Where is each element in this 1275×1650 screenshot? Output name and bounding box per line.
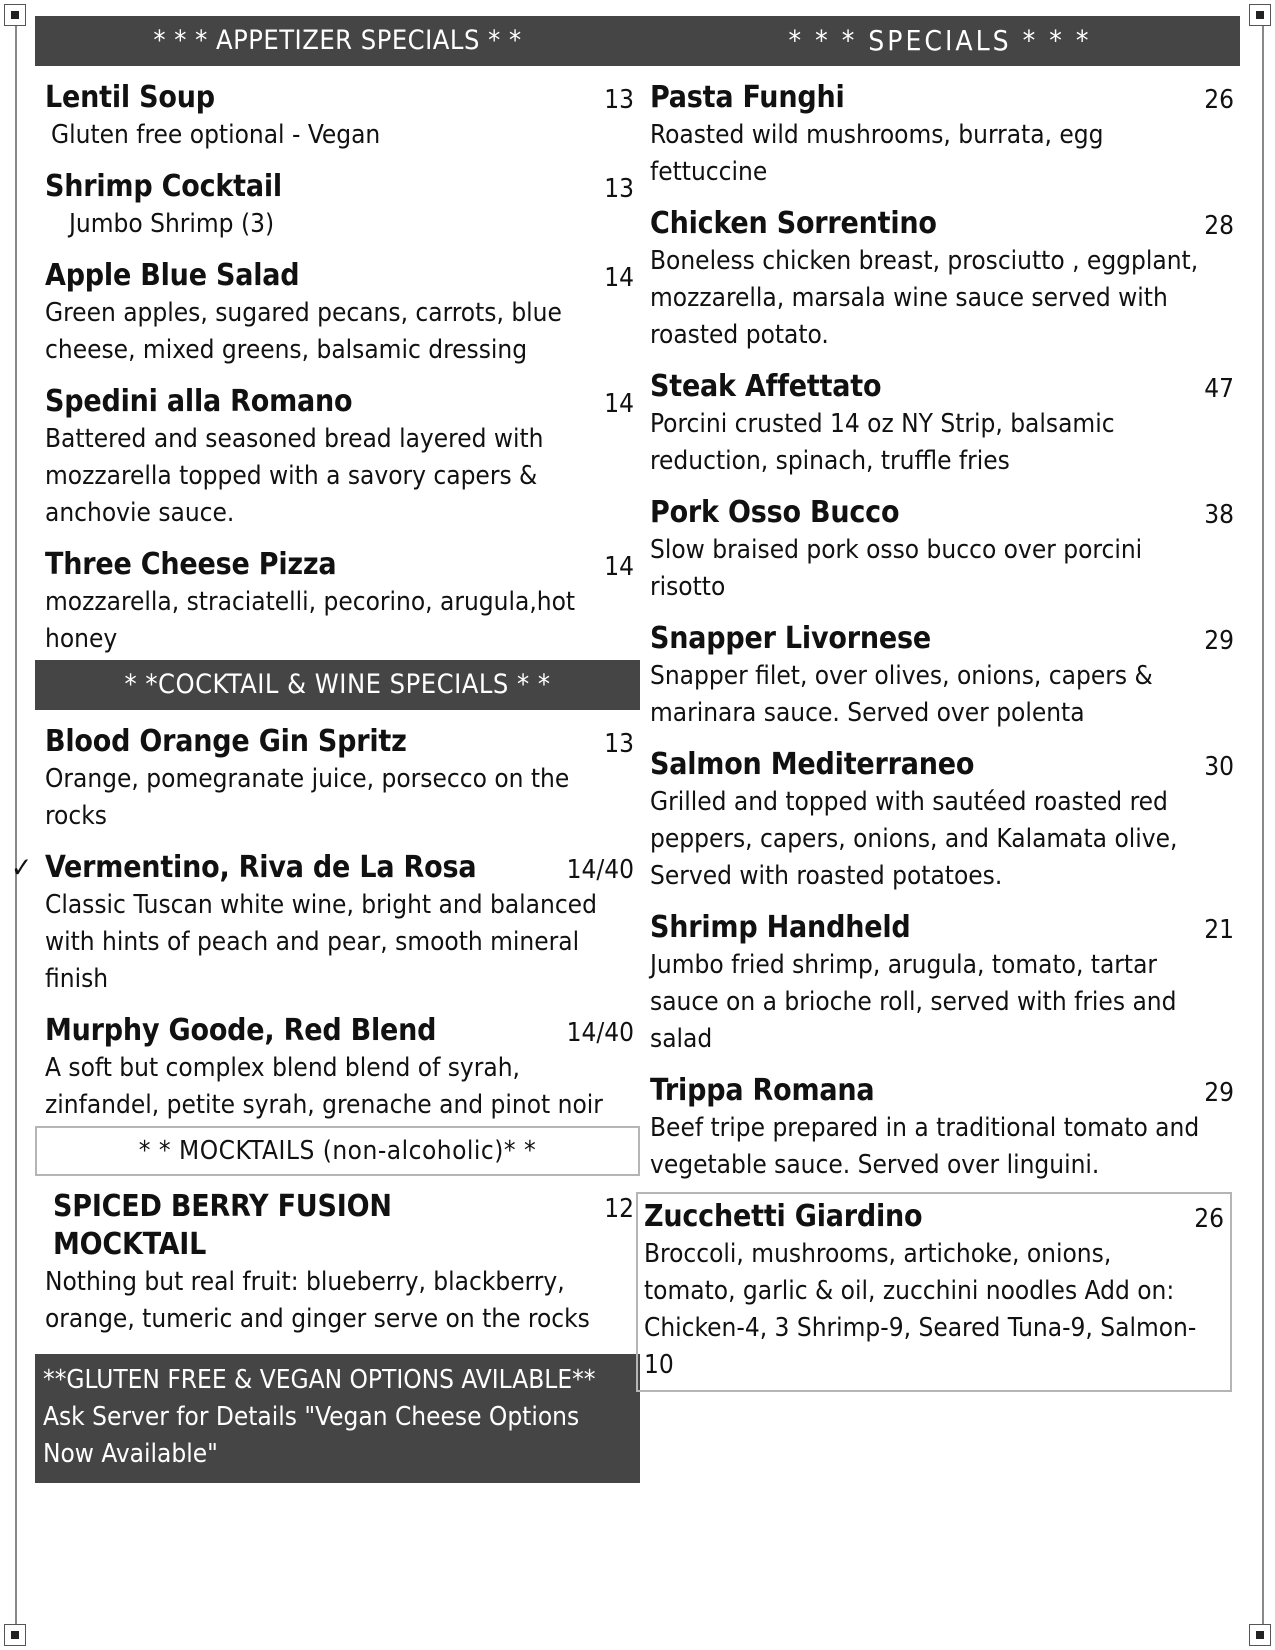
item-price: 29	[1204, 626, 1234, 656]
item-name: Vermentino, Riva de La Rosa	[45, 850, 477, 885]
menu-item	[640, 620, 1240, 732]
item-description: Porcini crusted 14 oz NY Strip, balsamic reduction, spinach, truffle fries	[650, 409, 1115, 476]
menu-item	[11, 849, 640, 998]
item-name: Murphy Goode, Red Blend	[45, 1013, 437, 1048]
menu-item	[35, 383, 640, 532]
item-name: Zucchetti Giardino	[644, 1199, 923, 1234]
dietary-options-notice	[35, 1354, 640, 1483]
item-price: 29	[1204, 1078, 1234, 1108]
item-description: Nothing but real fruit: blueberry, blackberry, orange, tumeric and ginger serve on the rocks	[45, 1267, 590, 1334]
item-name: Three Cheese Pizza	[45, 547, 337, 582]
item-price: 26	[1194, 1204, 1224, 1234]
item-name: Apple Blue Salad	[45, 258, 300, 293]
corner-handle-top-right[interactable]	[1249, 4, 1271, 26]
item-name: Pasta Funghi	[650, 80, 845, 115]
item-description: Slow braised pork osso bucco over porcini risotto	[650, 535, 1143, 602]
menu-item	[35, 168, 640, 243]
menu-item	[640, 494, 1240, 606]
item-name: Snapper Livornese	[650, 621, 931, 656]
menu-item	[35, 723, 640, 835]
item-price: 12	[604, 1194, 634, 1224]
item-description: Snapper filet, over olives, onions, capers & marinara sauce. Served over polenta	[650, 661, 1153, 728]
menu-item	[35, 1012, 640, 1124]
item-description: Battered and seasoned bread layered with mozzarella topped with a savory capers & anchovie sauce.	[45, 424, 544, 528]
item-description: Boneless chicken breast, prosciutto , eggplant, mozzarella, marsala wine sauce served with roasted potato.	[650, 246, 1199, 350]
appetizer-specials-header: * * * APPETIZER SPECIALS * *	[35, 16, 640, 66]
checkmark-icon: ✓	[11, 851, 33, 884]
item-description: Jumbo Shrimp (3)	[69, 209, 275, 239]
item-description: Beef tripe prepared in a traditional tomato and vegetable sauce. Served over linguini.	[650, 1113, 1200, 1180]
mocktails-header: * * MOCKTAILS (non-alcoholic)* *	[35, 1126, 640, 1176]
corner-handle-top-left[interactable]	[4, 4, 26, 26]
item-name: Salmon Mediterraneo	[650, 747, 975, 782]
item-description: Classic Tuscan white wine, bright and balanced with hints of peach and pear, smooth mineral finish	[45, 890, 597, 994]
menu-item	[640, 205, 1240, 354]
menu-item	[640, 909, 1240, 1058]
item-name: Shrimp Handheld	[650, 910, 911, 945]
item-name: Pork Osso Bucco	[650, 495, 900, 530]
menu-item	[640, 1072, 1240, 1184]
item-price: 13	[604, 729, 634, 759]
item-description: Jumbo fried shrimp, arugula, tomato, tartar sauce on a brioche roll, served with fries and salad	[650, 950, 1177, 1054]
cocktail-wine-specials-header: * *COCKTAIL & WINE SPECIALS * *	[35, 660, 640, 710]
item-name: Steak Affettato	[650, 369, 882, 404]
menu-item	[640, 368, 1240, 480]
menu-item	[640, 79, 1240, 191]
item-description: Grilled and topped with sautéed roasted red peppers, capers, onions, and Kalamata olive, Served with roasted potatoes.	[650, 787, 1178, 891]
item-description: Gluten free optional - Vegan	[51, 120, 381, 150]
item-price: 28	[1204, 211, 1234, 241]
item-description: Orange, pomegranate juice, porsecco on the rocks	[45, 764, 570, 831]
specials-header: * * * SPECIALS * * *	[640, 16, 1240, 66]
item-description: Green apples, sugared pecans, carrots, blue cheese, mixed greens, balsamic dressing	[45, 298, 562, 365]
menu-item-featured	[636, 1192, 1232, 1392]
item-price: 13	[604, 174, 634, 204]
menu-item	[35, 257, 640, 369]
item-price: 14	[604, 389, 634, 419]
item-name: Chicken Sorrentino	[650, 206, 937, 241]
item-price: 14/40	[566, 855, 634, 885]
menu-item	[35, 546, 640, 658]
item-price: 47	[1204, 374, 1234, 404]
item-description: Roasted wild mushrooms, burrata, egg fettuccine	[650, 120, 1104, 187]
item-name: Spedini alla Romano	[45, 384, 353, 419]
item-name: Lentil Soup	[45, 80, 215, 115]
menu-item	[35, 1188, 640, 1338]
item-name: Blood Orange Gin Spritz	[45, 724, 407, 759]
item-price: 14	[604, 552, 634, 582]
corner-handle-bottom-right[interactable]	[1249, 1624, 1271, 1646]
item-price: 38	[1204, 500, 1234, 530]
item-price: 30	[1204, 752, 1234, 782]
item-price: 26	[1204, 85, 1234, 115]
corner-handle-bottom-left[interactable]	[4, 1624, 26, 1646]
dietary-notice-details: Ask Server for Details "Vegan Cheese Options Now Available"	[43, 1402, 580, 1469]
left-column	[11, 16, 640, 1483]
item-name: Trippa Romana	[650, 1073, 875, 1108]
item-price: 14/40	[566, 1018, 634, 1048]
item-name: Shrimp Cocktail	[45, 169, 282, 204]
dietary-notice-title: **GLUTEN FREE & VEGAN OPTIONS AVILABLE**	[43, 1365, 596, 1395]
right-column	[640, 16, 1240, 1392]
item-description: Broccoli, mushrooms, artichoke, onions, tomato, garlic & oil, zucchini noodles Add on: Chicken-4, 3 Shrimp-9, Seared Tuna-9, Salmon-10	[644, 1239, 1197, 1380]
item-price: 14	[604, 263, 634, 293]
menu-item	[35, 79, 640, 154]
item-description: mozzarella, straciatelli, pecorino, arugula,hot honey	[45, 587, 576, 654]
menu-item	[640, 746, 1240, 895]
item-description: A soft but complex blend blend of syrah, zinfandel, petite syrah, grenache and pinot noir	[45, 1053, 603, 1120]
item-price: 21	[1204, 915, 1234, 945]
item-price: 13	[604, 85, 634, 115]
item-name: SPICED BERRY FUSION MOCKTAIL	[53, 1189, 392, 1262]
